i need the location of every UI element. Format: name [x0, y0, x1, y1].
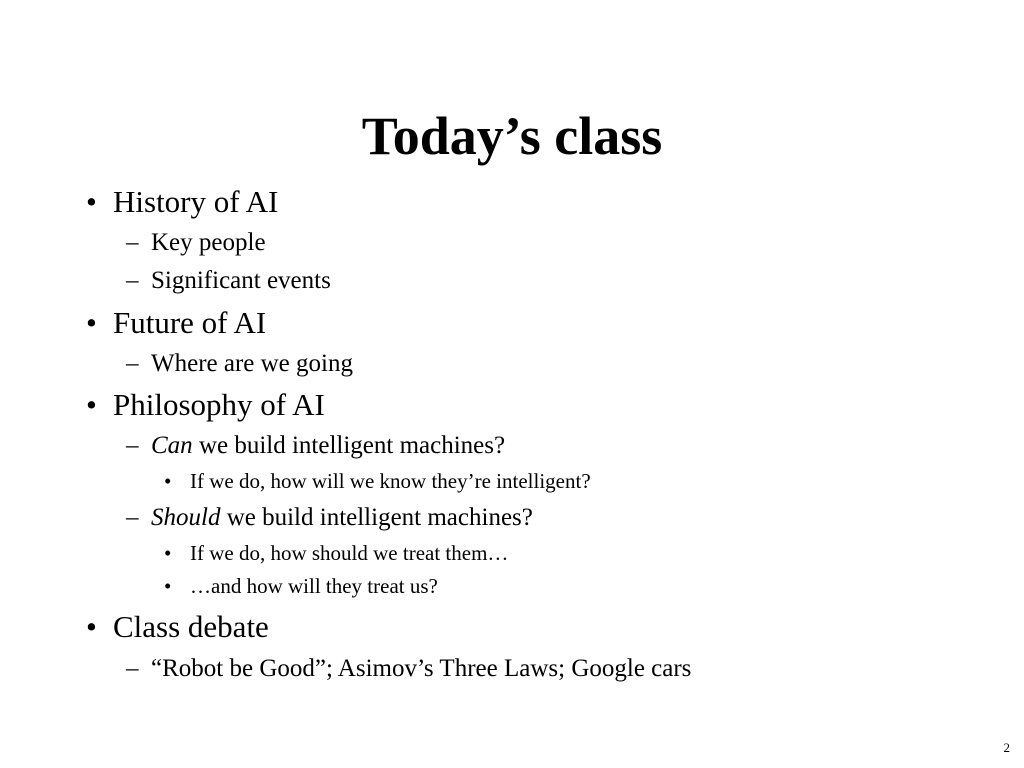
subsubitem-text: If we do, how will we know they’re intelligent?	[190, 469, 591, 493]
bullet-icon: •	[164, 574, 172, 598]
dash-icon: –	[126, 504, 139, 531]
emphasis-should: Should	[151, 504, 221, 531]
dash-icon: –	[126, 350, 139, 377]
subitem-text-rest: we build intelligent machines?	[192, 432, 506, 459]
bullet-icon: •	[86, 387, 97, 422]
bullet-text: Philosophy of AI	[113, 387, 325, 422]
bullet-icon: •	[86, 184, 97, 219]
subitem-text: “Robot be Good”; Asimov’s Three Laws; Google cars	[151, 655, 692, 682]
bullet-icon: •	[86, 305, 97, 340]
bullet-text: Future of AI	[113, 305, 267, 340]
subsubitem-text: If we do, how should we treat them…	[190, 541, 509, 565]
dash-icon: –	[126, 655, 139, 682]
subitem-text: Significant events	[151, 267, 331, 294]
bullet-icon: •	[164, 469, 172, 493]
subitem-text: Where are we going	[151, 350, 353, 377]
emphasis-can: Can	[151, 432, 193, 459]
dash-icon: –	[126, 229, 139, 256]
bullet-text: History of AI	[113, 184, 279, 219]
subsubitem-text: …and how will they treat us?	[190, 574, 438, 598]
bullet-icon: •	[164, 541, 172, 565]
subitem-text-rest: we build intelligent machines?	[220, 504, 533, 531]
dash-icon: –	[126, 432, 139, 459]
subitem-text	[151, 503, 533, 533]
subitem-text	[151, 431, 505, 461]
dash-icon: –	[126, 267, 139, 294]
page-number: 2	[1003, 740, 1010, 755]
bullet-text: Class debate	[113, 609, 269, 644]
subitem-text: Key people	[151, 229, 266, 256]
bullet-icon: •	[86, 609, 97, 644]
slide-title: Today’s class	[361, 106, 663, 166]
